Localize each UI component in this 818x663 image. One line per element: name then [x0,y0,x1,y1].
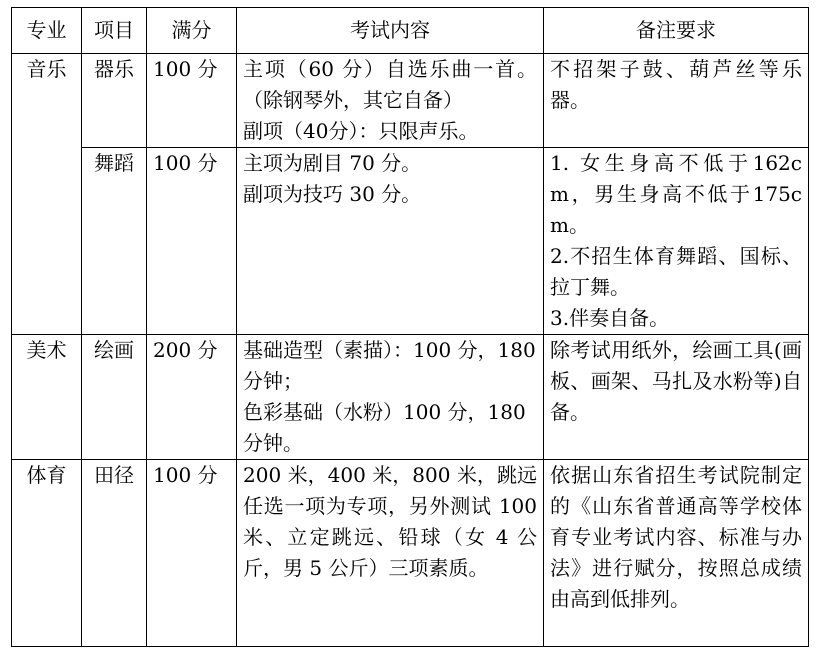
content-line: 主项（60 分）自选乐曲一首。（除钢琴外，其它自备） [243,57,537,112]
remarks-line: 3.伴奏自备。 [550,306,670,330]
header-major: 专业 [12,8,82,54]
project-cell: 绘画 [82,335,147,460]
table-header-row [12,8,809,54]
content-cell [237,460,544,647]
table-row [12,148,809,335]
content-line: 色彩基础（水粉）100 分，180 分钟。 [243,400,526,455]
project-cell: 舞蹈 [82,148,147,335]
remarks-cell [544,54,809,148]
table-row [12,335,809,460]
table-row [12,54,809,148]
remarks-cell [544,148,809,335]
full-score-cell: 200 分 [147,335,237,460]
project-cell: 器乐 [82,54,147,148]
content-line: 副项为技巧 30 分。 [243,182,422,206]
content-cell [237,54,544,148]
exam-requirements-table [11,7,809,647]
content-cell [237,148,544,335]
remarks-cell [544,460,809,647]
remarks-line: 1. 女生身高不低于162cm，男生身高不低于175cm。 [550,151,802,237]
full-score-cell: 100 分 [147,54,237,148]
content-line: 基础造型（素描）：100 分，180 分钟； [243,338,536,393]
remarks-line: 2.不招生体育舞蹈、国标、拉丁舞。 [550,244,802,299]
major-cell: 美术 [12,335,82,460]
remarks-line: 除考试用纸外，绘画工具(画板、画架、马扎及水粉等)自备。 [550,338,802,424]
full-score-cell: 100 分 [147,460,237,647]
remarks-line: 依据山东省招生考试院制定的《山东省普通高等学校体育专业考试内容、标准与办法》进行赋分，按照总成绩由高到低排列。 [550,463,802,611]
major-cell: 音乐 [12,54,82,335]
content-cell [237,335,544,460]
content-line: 200 米，400 米，800 米，跳远任选一项为专项，另外测试 100 米、立定跳远、铅球（女 4 公斤，男 5 公斤）三项素质。 [243,463,537,580]
remarks-line: 不招架子鼓、葫芦丝等乐器。 [550,57,802,112]
remarks-cell [544,335,809,460]
header-content: 考试内容 [237,8,544,54]
header-project: 项目 [82,8,147,54]
header-remarks: 备注要求 [544,8,809,54]
table-row [12,460,809,647]
content-line: 副项（40分）：只限声乐。 [243,119,479,143]
major-cell: 体育 [12,460,82,647]
header-full-score: 满分 [147,8,237,54]
project-cell: 田径 [82,460,147,647]
full-score-cell: 100 分 [147,148,237,335]
content-line: 主项为剧目 70 分。 [243,151,422,175]
